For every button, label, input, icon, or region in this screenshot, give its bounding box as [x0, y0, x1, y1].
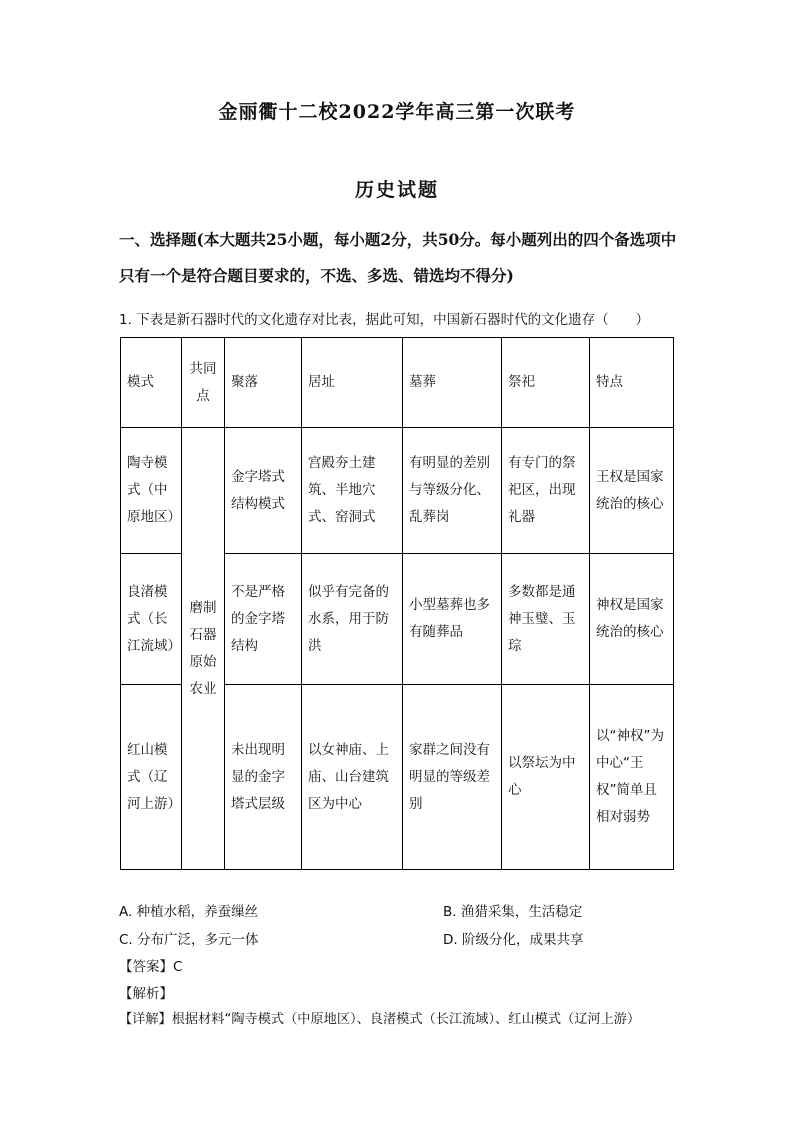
- option-a[interactable]: A. 种植水稻，养蚕缫丝: [119, 904, 259, 920]
- exam-title: 金丽衢十二校2022学年高三第一次联考: [218, 101, 576, 123]
- header-cell: 祭祀: [502, 338, 590, 428]
- header-cell: 模式: [121, 338, 182, 428]
- feature-cell: 以“神权”为中心“王权”简单且相对弱势: [590, 685, 674, 870]
- section-heading: 一、选择题(本大题共25小题，每小题2分，共50分。每小题列出的四个备选项中只有一个是符合题目要求的，不选、多选、错选均不得分): [119, 230, 677, 285]
- mode-cell: 良渚模式（长江流域）: [121, 554, 182, 685]
- burial-cell: 家群之间没有明显的等级差别: [403, 685, 502, 870]
- settlement-cell: 不是严格的金字塔结构: [225, 554, 302, 685]
- header-cell: 居址: [302, 338, 403, 428]
- residence-cell: 似乎有完备的水系，用于防洪: [302, 554, 403, 685]
- common-cell: 磨制石器原始农业: [182, 428, 225, 870]
- table-header-row: [121, 338, 674, 428]
- answer-line: 【答案】C: [119, 959, 183, 975]
- question-stem: 1. 下表是新石器时代的文化遗存对比表，据此可知，中国新石器时代的文化遗存（ ）: [119, 312, 650, 328]
- option-d[interactable]: D. 阶级分化，成果共享: [443, 932, 584, 948]
- header-cell: 聚落: [225, 338, 302, 428]
- table-row: [121, 428, 674, 554]
- option-c[interactable]: C. 分布广泛，多元一体: [119, 932, 259, 948]
- mode-cell: 红山模式（辽河上游）: [121, 685, 182, 870]
- ritual-cell: 以祭坛为中心: [502, 685, 590, 870]
- feature-cell: 王权是国家统治的核心: [590, 428, 674, 554]
- ritual-cell: 有专门的祭祀区，出现礼器: [502, 428, 590, 554]
- ritual-cell: 多数都是通神玉璧、玉琮: [502, 554, 590, 685]
- header-cell: 特点: [590, 338, 674, 428]
- option-b[interactable]: B. 渔猎采集，生活稳定: [443, 904, 583, 920]
- analysis-label: 【解析】: [119, 986, 173, 1002]
- burial-cell: 有明显的差别与等级分化、乱葬岗: [403, 428, 502, 554]
- feature-cell: 神权是国家统治的核心: [590, 554, 674, 685]
- residence-cell: 以女神庙、上庙、山台建筑区为中心: [302, 685, 403, 870]
- comparison-table: [120, 337, 674, 870]
- exam-subtitle: 历史试题: [354, 179, 439, 201]
- header-cell: 墓葬: [403, 338, 502, 428]
- residence-cell: 宫殿夯土建筑、半地穴式、窑洞式: [302, 428, 403, 554]
- settlement-cell: 未出现明显的金字塔式层级: [225, 685, 302, 870]
- settlement-cell: 金字塔式结构模式: [225, 428, 302, 554]
- header-cell: 共同点: [182, 338, 225, 428]
- detail-text: 【详解】根据材料“陶寺模式（中原地区）、良渚模式（长江流域）、红山模式（辽河上游）: [119, 1012, 641, 1027]
- burial-cell: 小型墓葬也多有随葬品: [403, 554, 502, 685]
- mode-cell: 陶寺模式（中原地区）: [121, 428, 182, 554]
